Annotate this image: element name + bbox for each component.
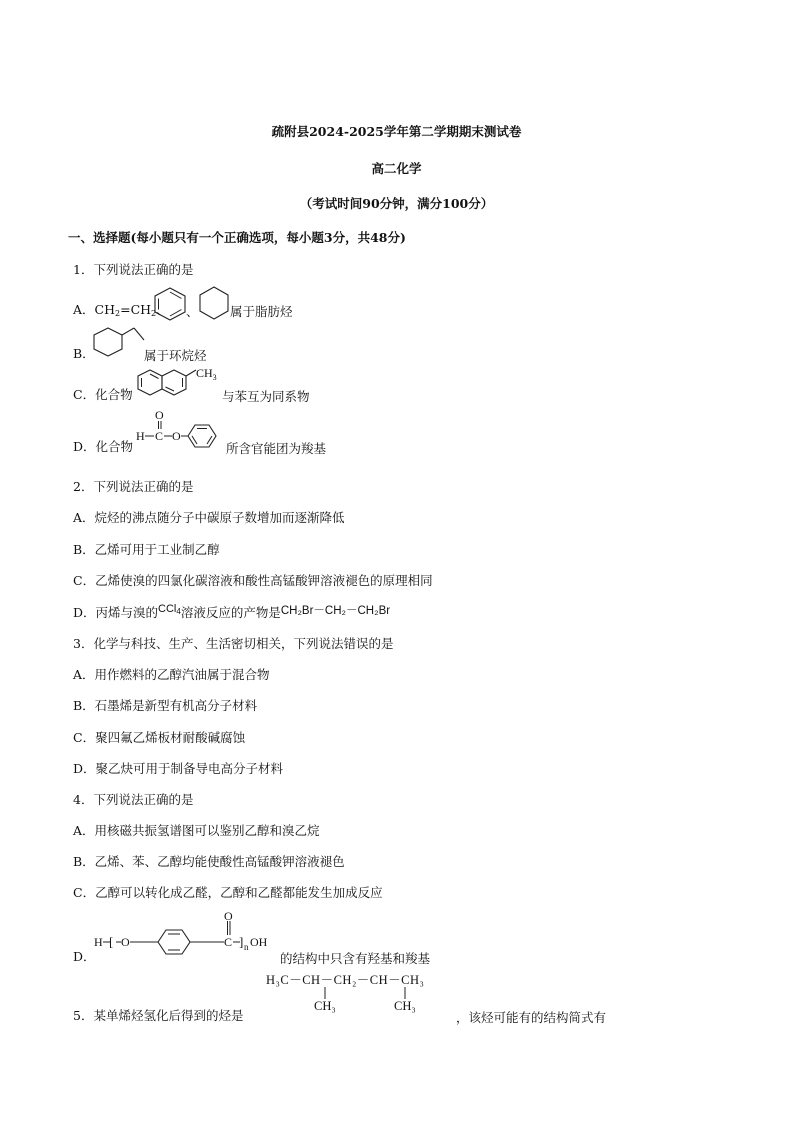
svg-text:H: H [136,429,145,443]
cyclohexane-structure [198,285,230,319]
q2-option-a: A．烷烃的沸点随分子中碳原子数增加而逐渐降低 [73,510,345,525]
svg-text:]: ] [239,934,244,949]
q1-option-b-label: B． [73,346,95,361]
q4-d-suffix: 的结构中只含有羟基和羧基 [280,951,431,966]
q1-option-d-label: D．化合物 [73,439,134,454]
svg-text:C: C [155,429,164,443]
svg-text:H₃C－CH－CH₂－CH－CH₃: H₃C－CH－CH₂－CH－CH₃ [266,973,425,987]
q1-c-suffix: 与苯互为同系物 [222,389,310,404]
q3-option-a: A．用作燃料的乙醇汽油属于混合物 [73,667,270,682]
q5-alkane-structure [266,968,466,1016]
q1-stem: 1．下列说法正确的是 [73,262,194,277]
section-heading: 一、选择题(每小题只有一个正确选项，每小题3分，共48分) [68,230,406,245]
q1-option-c-label: C．化合物 [73,387,133,402]
svg-text:n: n [244,942,249,952]
svg-text:O: O [172,429,181,443]
svg-text:CH3: $CH_3$ [196,366,217,382]
q1-a-suffix: 属于脂肪烃 [230,304,293,319]
ethylcyclohexane-structure [92,326,152,358]
svg-text:O: O [155,408,164,422]
exam-info: （考试时间90分钟，满分100分） [299,196,494,211]
q4-stem: 4．下列说法正确的是 [73,792,194,807]
svg-text:OH: OH [250,935,268,949]
exam-title: 疏附县2024-2025学年第二学期期末测试卷 [271,124,522,139]
q3-option-c: C．聚四氟乙烯板材耐酸碱腐蚀 [73,730,246,745]
q2-option-c: C．乙烯使溴的四氯化碳溶液和酸性高锰酸钾溶液褪色的原理相同 [73,573,433,588]
svg-text:O: O [121,935,130,949]
subject-title: 高二化学 [371,161,422,176]
q3-option-b: B．石墨烯是新型有机高分子材料 [73,698,258,713]
q4-option-c: C．乙醇可以转化成乙醛，乙醇和乙醛都能发生加成反应 [73,885,383,900]
q5-stem-prefix: 5．某单烯烃氢化后得到的烃是 [73,1008,244,1023]
q1-b-suffix: 属于环烷烃 [144,348,207,363]
q1-d-suffix: 所含官能团为羧基 [226,441,327,456]
q1-a-sep2: 、 [186,304,199,319]
q5-stem-suffix: ，该烃可能有的结构简式有 [456,1010,607,1025]
q3-option-d: D．聚乙炔可用于制备导电高分子材料 [73,761,284,776]
methylnaphthalene-structure [136,366,226,400]
svg-text:CH₃: CH₃ [314,999,336,1013]
svg-text:[: [ [109,934,114,949]
svg-text:CH₃: CH₃ [394,999,416,1013]
benzene-structure [152,286,188,320]
phenyl-formate-structure [134,408,226,454]
q4-option-b: B．乙烯、苯、乙醇均能使酸性高锰酸钾溶液褪色 [73,854,345,869]
svg-text:H: H [94,935,103,949]
q2-option-b: B．乙烯可用于工业制乙醇 [73,542,220,557]
q2-option-d: D．丙烯与溴的CCl$_4$溶液反应的产物是CH₂Br－CH₂－CH₂Br [73,603,391,620]
q2-stem: 2．下列说法正确的是 [73,479,194,494]
polyester-structure [92,909,282,959]
q1-option-a: A．$CH_2=CH_2$、 [73,302,169,318]
svg-text:O: O [224,909,233,923]
svg-text:C: C [224,935,233,949]
q4-option-d-label: D． [73,949,96,964]
q4-option-a: A．用核磁共振氢谱图可以鉴别乙醇和溴乙烷 [73,823,320,838]
q3-stem: 3．化学与科技、生产、生活密切相关，下列说法错误的是 [73,636,394,651]
